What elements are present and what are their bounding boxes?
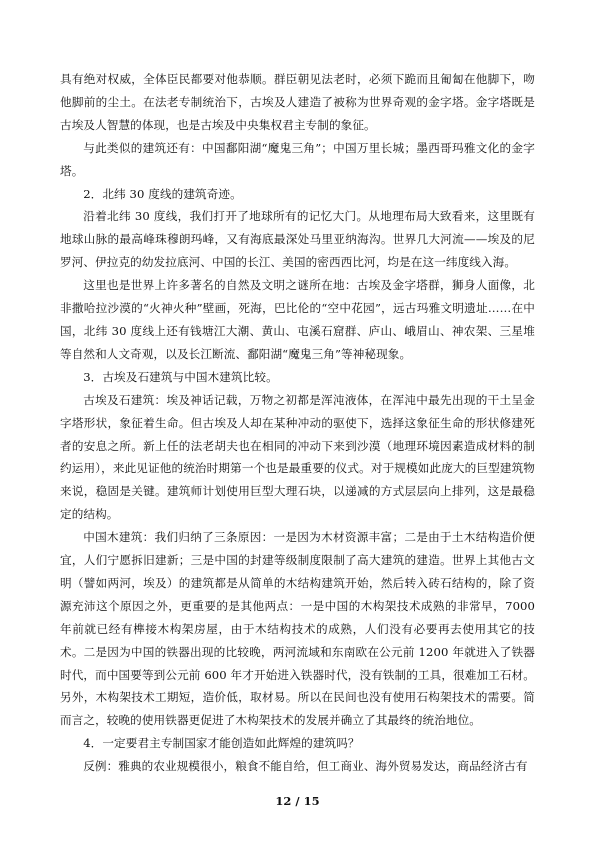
paragraph-athens-counterexample: 反例：雅典的农业规模很小，粮食不能自给，但工商业、海外贸易发达，商品经济古有 [83,759,528,774]
heading-autocracy-question: 4．一定要君主专制国家才能创造如此辉煌的建筑吗？ [83,736,360,751]
paragraph-egypt-stone: 古埃及石建筑：埃及神话记载，万物之初都是浑沌液体，在浑沌中最先出现的干土呈金字塔形状，象征着生命。但古埃及人却在某种冲动的驱使下，选择这象征生命的形状修建死者的安息之所。新上任的法老胡夫也在相同的冲动下来到沙漠（地理环境因素造成材料的制约运用），来此见证他的统治时期第一个也是最重要的仪式。对于规模如此庞大的巨型建筑物来说，稳固是关键。建筑师计划使用巨型大理石块，以递减的方式层层向上排列，这是最稳定的结构。 [60,392,535,522]
paragraph-30-degree-geography: 沿着北纬 30 度线，我们打开了地球所有的记忆大门。从地理布局大致看来，这里既有地球山脉的最高峰珠穆朗玛峰，又有海底最深处马里亚纳海沟。世界几大河流——埃及的尼罗河、伊拉克的幼发拉底河、中国的长江、美国的密西西比河，均是在这一纬度线入海。 [60,209,535,270]
paragraph-30-degree-mysteries: 这里也是世界上许多著名的自然及文明之谜所在地：古埃及金字塔群，狮身人面像，北非撒哈拉沙漠的“火神火种”壁画，死海，巴比伦的“空中花园”，远古玛雅文明遗址……在中国，北纬 30 度线上还有钱塘江大潮、黄山、屯溪石窟群、庐山、峨眉山、神农架、三星堆等自然和人文奇观，以及长江断流、鄱阳湖“魔鬼三角”等神秘现象。 [60,278,535,361]
heading-stone-vs-wood: 3．古埃及石建筑与中国木建筑比较。 [83,369,278,384]
paragraph-china-wood: 中国木建筑：我们归纳了三条原因：一是因为木材资源丰富；二是由于土木结构造价便宜，人们宁愿拆旧建新；三是中国的封建等级制度限制了高大建筑的建造。世界上其他古文明（譬如两河，埃及）的建筑都是从简单的木结构建筑开始，然后转入砖石结构的，除了资源充沛这个原因之外，更重要的是其他两点：一是中国的木构架技术成熟的非常早，7000 年前就已经有榫接木构架房屋，由于木结构技术的成熟，人们没有必要再去使用其它的技术。二是因为中国的铁器出现的比较晚，两河流域和东南欧在公元前 1200 年就进入了铁器时代，而中国要等到公元前 600 年才开始进入铁器时代，没有铁制的工具，很难加工石材。另外，木构架技术工期短，造价低，取材易。所以在民间也没有使用石构架技术的需要。简而言之，较晚的使用铁器更促进了木构架技术的发展并确立了其最终的统治地位。 [60,530,535,728]
paragraph-egypt-pharaoh: 具有绝对权威，全体臣民都要对他恭顺。群臣朝见法老时，必须下跪而且匍匐在他脚下，吻他脚前的尘土。在法老专制统治下，古埃及人建造了被称为世界奇观的金字塔。金字塔既是古埃及人智慧的体现，也是古埃及中央集权君主专制的象征。 [60,72,535,132]
page-number: 12 / 15 [275,794,320,808]
paragraph-similar-buildings: 与此类似的建筑还有：中国鄱阳湖“魔鬼三角”；中国万里长城；墨西哥玛雅文化的金字塔。 [60,140,535,178]
heading-30-degree: 2．北纬 30 度线的建筑奇迹。 [83,186,242,201]
page-body [60,68,535,778]
